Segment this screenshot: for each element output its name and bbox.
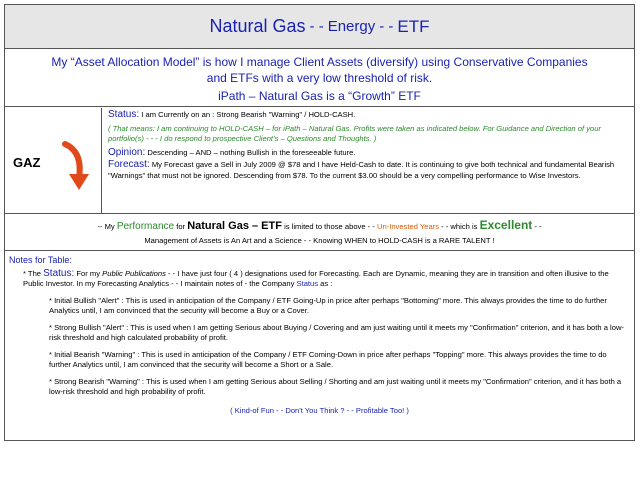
forecast-heading: Forecast: <box>108 159 150 170</box>
performance-section <box>5 215 634 251</box>
notes-p1-a: For my <box>76 268 101 278</box>
title-main: Natural Gas <box>209 16 306 36</box>
intro-line-3: iPath – Natural Gas is a “Growth” ETF <box>218 89 421 103</box>
perf-for: for <box>176 222 186 231</box>
perf-excellent: Excellent <box>479 218 533 232</box>
perf-mid: is limited to those above - - <box>284 222 375 231</box>
title-banner <box>5 5 634 49</box>
perf-etf-name: Natural Gas – ETF <box>187 220 282 232</box>
performance-line-1 <box>5 218 634 234</box>
perf-which: - - which is <box>441 222 478 231</box>
notes-closing: ( Kind-of Fun - - Don't You Think ? - - Profitable Too! ) <box>230 405 409 415</box>
opinion-heading: Opinion: <box>108 146 146 158</box>
ticker-details <box>108 110 632 181</box>
perf-word: Performance <box>116 221 175 232</box>
notes-paragraph-4: * Initial Bearish "Warning" : This is used in anticipation of the Company / ETF Coming-Down in price after perhaps "Topping" more. This always provides the time to do further Analytics until, I am convinced that the security will become a Short or a Sale. <box>49 349 607 369</box>
notes-p1-pub: Public Publications <box>102 268 166 278</box>
document-frame <box>4 4 635 441</box>
ticker-label: GAZ <box>13 155 41 170</box>
intro-line-2: and ETFs with a very low threshold of risk. <box>206 71 433 85</box>
status-meaning: ( That means: I am continuing to HOLD-CASH – for iPath – Natural Gas. Profits were taken as indicated below. For Guidance and Direction of your portfolio(s) - - - I do respond to prospective Client’s – Questions and Thoughts. ) <box>108 123 601 143</box>
perf-end: - - <box>534 222 542 231</box>
notes-section <box>5 252 634 419</box>
forecast-text: My Forecast gave a Sell in July 2009 @ $78 and I have Held-Cash to date. It is continuing to give both technical and fundamental Bearish "Warnings" that must not be ignored. Descending from $78. To the current $3.00 should be a very compelling performance to Wise Investors. <box>108 160 615 180</box>
performance-line-2: Management of Assets is An Art and a Science - - Knowing WHEN to HOLD-CASH is a RARE TALENT ! <box>144 236 495 245</box>
intro-line-1: My “Asset Allocation Model” is how I manage Client Assets (diversify) using Conservative Companies <box>51 55 588 69</box>
title-energy: Energy <box>327 18 376 35</box>
status-line <box>108 110 632 121</box>
title-sep-1: - - <box>309 18 324 35</box>
notes-p1-b: - - I have just four ( 4 ) designations used for Forecasting. Each are Dynamic, meaning they are in transition and often illusive to the Public Investor. In my Forecasting Analytics - - I maintain notes of - the Company <box>23 268 609 288</box>
notes-paragraph-1 <box>9 269 630 290</box>
ticker-row <box>5 108 634 214</box>
notes-paragraph-3: * Strong Bullish "Alert" : This is used when I am getting Serious about Buying / Covering and am just waiting until it meets my "Confirmation" criterion, and it has both a low-risk threshold and high calculated probability of profit. <box>49 322 624 342</box>
ticker-cell <box>5 108 102 214</box>
down-arrow-icon <box>57 138 97 196</box>
perf-uninvested: Un-Invested Years <box>376 222 440 231</box>
notes-title: Notes for Table: <box>9 255 72 265</box>
notes-p1-status2: Status <box>296 279 319 288</box>
title-etf: ETF <box>397 16 430 36</box>
notes-p1-status: Status: <box>43 267 75 279</box>
opinion-text: Descending – AND – nothing Bullish in the foreseeable future. <box>147 147 356 157</box>
notes-p1-c: as : <box>320 279 333 288</box>
status-heading: Status: <box>108 109 140 120</box>
notes-paragraph-2: * Initial Bullish "Alert" : This is used in anticipation of the Company / ETF Going-Up in price after perhaps "Bottoming" more. This always provides the time to do further Analytics until, I am convinced that the security will become a Buy or a Cover. <box>49 295 607 315</box>
notes-p1-star: * The <box>23 268 42 278</box>
notes-paragraph-5: * Strong Bearish "Warning" : This is used when I am getting Serious about Selling / Shorting and am just waiting until it meets my "Confirmation" criterion, and it has both a low-risk threshold and high probability of profit. <box>49 376 622 396</box>
intro-section <box>5 50 634 107</box>
forecast-line <box>108 160 632 181</box>
opinion-line <box>108 148 632 159</box>
perf-pre: -- My <box>97 222 115 231</box>
title-sep-2: - - <box>379 18 394 35</box>
status-text: I am Currently on an : Strong Bearish "Warning" / HOLD-CASH. <box>141 110 356 119</box>
